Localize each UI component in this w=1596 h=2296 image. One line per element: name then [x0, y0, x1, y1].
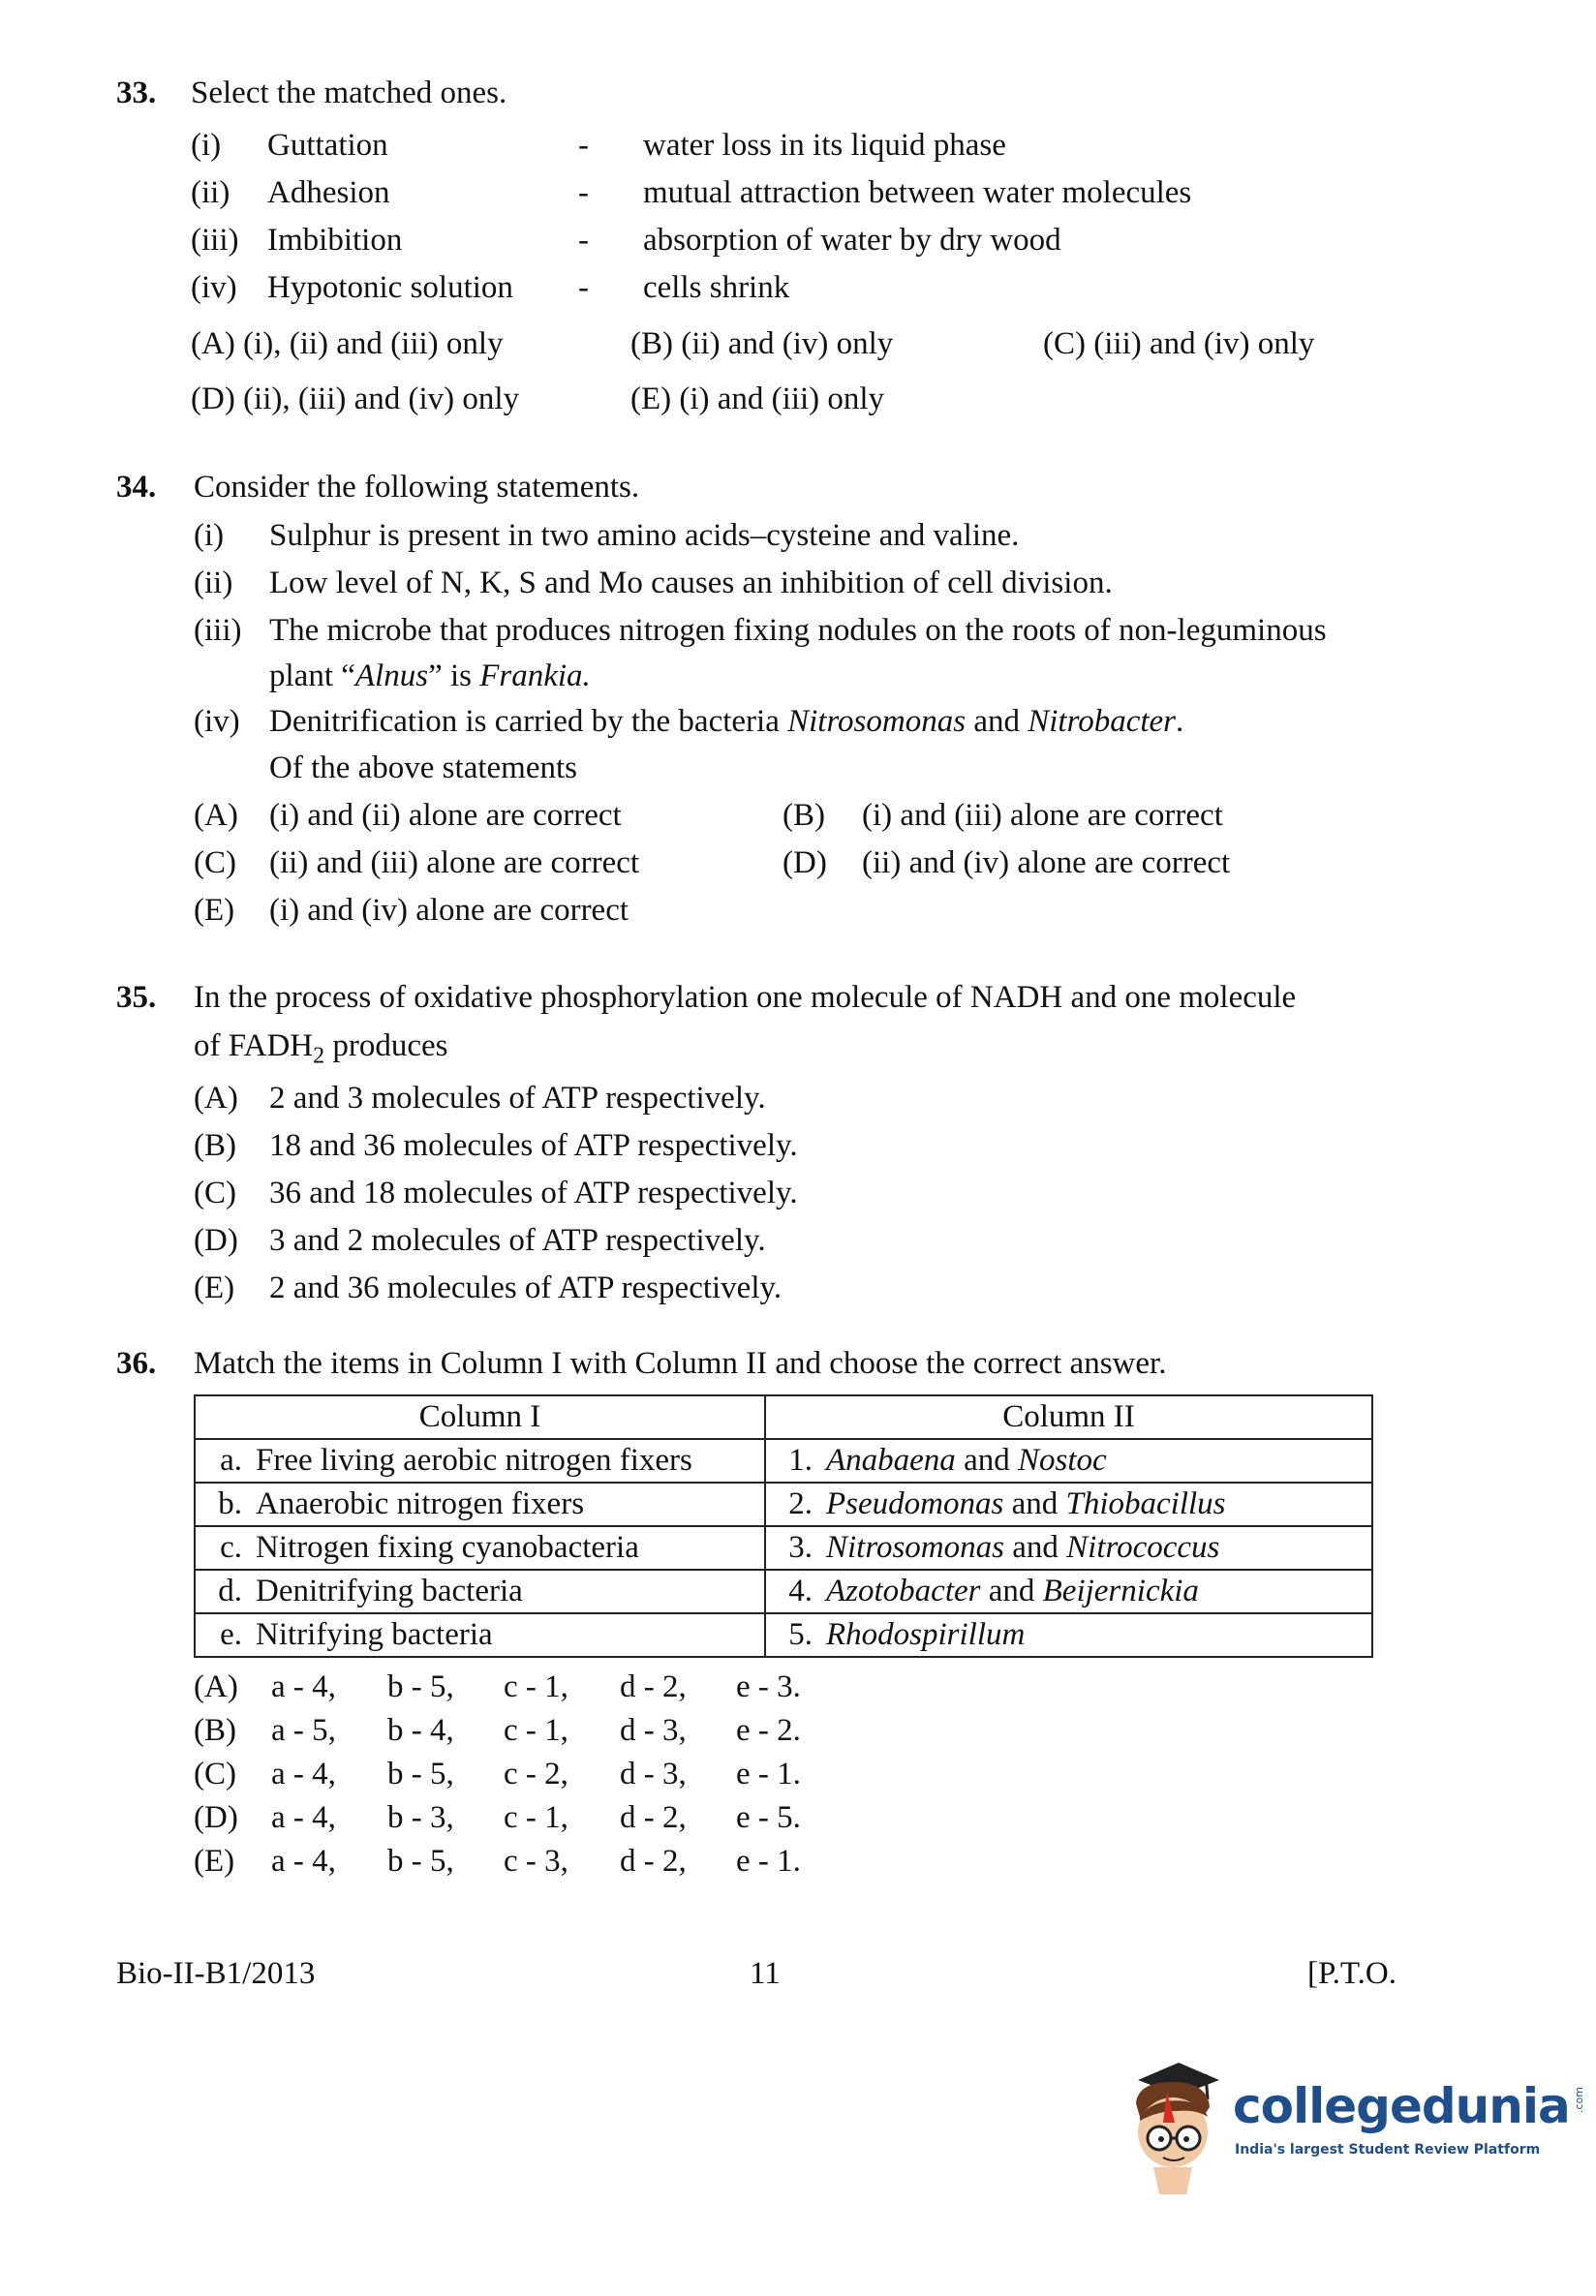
option-label: (B) — [194, 1128, 236, 1163]
option-label: (C) — [194, 1757, 236, 1791]
text-segment: . — [1176, 704, 1184, 739]
option-e-a: a - 4, — [271, 1844, 336, 1879]
option-a: (A) (i), (ii) and (iii) only — [191, 326, 504, 361]
column-2-cell — [765, 1439, 1372, 1483]
option-d: 3 and 2 molecules of ATP respectively. — [269, 1223, 766, 1258]
row-letter: e. — [220, 1617, 242, 1652]
option-a: 2 and 3 molecules of ATP respectively. — [269, 1081, 766, 1116]
option-e: (i) and (iv) alone are correct — [269, 893, 629, 928]
column-1-header: Column I — [195, 1395, 765, 1439]
column-2-cell — [765, 1570, 1372, 1613]
question-number: 36. — [116, 1346, 157, 1381]
genus-nitrosomonas: Nitrosomonas — [787, 704, 967, 739]
column-1-cell — [195, 1613, 765, 1657]
option-e-b: b - 5, — [387, 1844, 454, 1879]
column-2-header: Column II — [765, 1395, 1372, 1439]
item-description: mutual attraction between water molecules — [643, 175, 1192, 210]
genus: Anabaena — [826, 1443, 956, 1478]
table-row — [195, 1613, 1372, 1657]
option-c: (ii) and (iii) alone are correct — [269, 845, 640, 880]
text-segment: plant “ — [269, 658, 355, 693]
option-label: (E) — [194, 1844, 235, 1879]
option-e-e: e - 1. — [736, 1844, 801, 1879]
row-letter: d. — [218, 1574, 242, 1608]
genus-alnus: Alnus — [354, 658, 429, 693]
option-e-d: d - 2, — [620, 1844, 687, 1879]
question-number: 34. — [116, 470, 157, 505]
item-dash: - — [578, 223, 589, 258]
genus: Nitrococcus — [1066, 1530, 1220, 1565]
text-segment: of FADH — [194, 1028, 314, 1063]
table-row — [195, 1439, 1372, 1483]
question-stem-line2 — [194, 1028, 448, 1070]
logo-tagline: India's largest Student Review Platform — [1235, 2142, 1541, 2158]
item-dash: - — [578, 175, 589, 210]
item-description: water loss in its liquid phase — [643, 128, 1006, 163]
option-b-b: b - 4, — [387, 1713, 454, 1748]
option-b-d: d - 3, — [620, 1713, 687, 1748]
option-label: (D) — [194, 1800, 238, 1835]
option-a: (i) and (ii) alone are correct — [269, 798, 622, 833]
genus: Beijernickia — [1042, 1574, 1199, 1608]
option-label: (B) — [194, 1713, 236, 1748]
option-c: 36 and 18 molecules of ATP respectively. — [269, 1176, 798, 1210]
option-d-a: a - 4, — [271, 1800, 336, 1835]
statement-text: The microbe that produces nitrogen fixing nodules on the roots of non-leguminous — [269, 613, 1327, 648]
question-stem: In the process of oxidative phosphorylation one molecule of NADH and one molecule — [194, 980, 1297, 1015]
row-number: 3. — [788, 1530, 813, 1565]
of-the-above: Of the above statements — [269, 750, 577, 785]
item-number: (iv) — [191, 270, 237, 305]
text-segment: and — [966, 704, 1028, 739]
option-a-d: d - 2, — [620, 1669, 687, 1704]
text-segment: and — [980, 1574, 1043, 1608]
genus: Nostoc — [1017, 1443, 1107, 1478]
column-2-cell — [765, 1483, 1372, 1526]
item-dash: - — [578, 270, 589, 305]
item-term: Adhesion — [267, 175, 390, 210]
column-2-cell — [765, 1526, 1372, 1570]
item-term: Hypotonic solution — [267, 270, 513, 305]
column-1-cell — [195, 1526, 765, 1570]
option-c-c: c - 2, — [504, 1757, 568, 1791]
option-label: (A) — [194, 1669, 238, 1704]
item-description: absorption of water by dry wood — [643, 223, 1061, 258]
question-stem: Consider the following statements. — [194, 470, 640, 505]
option-d-c: c - 1, — [504, 1800, 568, 1835]
option-d: (ii) and (iv) alone are correct — [862, 845, 1231, 880]
option-d-label: (D) — [783, 845, 827, 880]
option-b-label: (B) — [783, 798, 825, 833]
option-b: (i) and (iii) alone are correct — [862, 798, 1223, 833]
option-c-e: e - 1. — [736, 1757, 801, 1791]
cell-text: Denitrifying bacteria — [256, 1574, 523, 1608]
row-letter: c. — [220, 1530, 242, 1565]
item-number: (ii) — [191, 175, 230, 210]
row-number: 5. — [788, 1617, 813, 1652]
column-2-cell — [765, 1613, 1372, 1657]
option-e-c: c - 3, — [504, 1844, 568, 1879]
statement-text-line2 — [269, 658, 591, 694]
statement-number: (i) — [194, 518, 225, 553]
statement-number: (iv) — [194, 704, 240, 739]
option-d-d: d - 2, — [620, 1800, 687, 1835]
option-e: 2 and 36 molecules of ATP respectively. — [269, 1270, 783, 1305]
row-letter: a. — [220, 1443, 242, 1478]
page-number: 11 — [750, 1956, 781, 1991]
option-label: (A) — [194, 1081, 238, 1116]
cell-text: Free living aerobic nitrogen fixers — [256, 1443, 692, 1478]
option-a-a: a - 4, — [271, 1669, 336, 1704]
statement-number: (ii) — [194, 566, 233, 600]
option-c-b: b - 5, — [387, 1757, 454, 1791]
item-term: Imbibition — [267, 223, 403, 258]
option-a-label: (A) — [194, 798, 238, 833]
pto-marker: [P.T.O. — [1307, 1956, 1396, 1991]
column-1-cell — [195, 1570, 765, 1613]
option-d-e: e - 5. — [736, 1800, 801, 1835]
row-letter: b. — [218, 1486, 242, 1521]
genus: Thiobacillus — [1065, 1486, 1226, 1521]
cell-text: Nitrifying bacteria — [256, 1617, 493, 1652]
option-a-c: c - 1, — [504, 1669, 568, 1704]
table-row — [195, 1483, 1372, 1526]
statement-text — [269, 704, 1183, 740]
logo-dotcom: .com — [1572, 2087, 1585, 2113]
option-b-a: a - 5, — [271, 1713, 336, 1748]
text-segment: and — [1003, 1486, 1066, 1521]
option-b-e: e - 2. — [736, 1713, 801, 1748]
item-number: (iii) — [191, 223, 239, 258]
option-b: (B) (ii) and (iv) only — [630, 326, 894, 361]
option-b-c: c - 1, — [504, 1713, 568, 1748]
cell-text: Nitrogen fixing cyanobacteria — [256, 1530, 639, 1565]
option-c-d: d - 3, — [620, 1757, 687, 1791]
option-a-b: b - 5, — [387, 1669, 454, 1704]
option-label: (C) — [194, 1176, 236, 1210]
text-segment: and — [1003, 1530, 1067, 1565]
text-segment: produces — [324, 1028, 448, 1063]
text-segment: and — [955, 1443, 1018, 1478]
collegedunia-logo — [1119, 2053, 1585, 2198]
statement-text: Low level of N, K, S and Mo causes an inhibition of cell division. — [269, 566, 1113, 600]
statement-number: (iii) — [194, 613, 242, 648]
genus: Pseudomonas — [826, 1486, 1004, 1521]
option-d: (D) (ii), (iii) and (iv) only — [191, 382, 520, 416]
option-e-label: (E) — [194, 893, 235, 928]
question-number: 33. — [116, 76, 157, 110]
option-b: 18 and 36 molecules of ATP respectively. — [269, 1128, 798, 1163]
genus-nitrobacter: Nitrobacter — [1028, 704, 1177, 739]
option-label: (D) — [194, 1223, 238, 1258]
row-number: 1. — [788, 1443, 813, 1478]
table-header-row — [195, 1395, 1372, 1439]
statement-text: Sulphur is present in two amino acids–cysteine and valine. — [269, 518, 1020, 553]
genus-frankia: Frankia. — [479, 658, 591, 693]
item-term: Guttation — [267, 128, 388, 163]
question-number: 35. — [116, 980, 157, 1015]
item-number: (i) — [191, 128, 222, 163]
option-d-b: b - 3, — [387, 1800, 454, 1835]
option-c: (C) (iii) and (iv) only — [1043, 326, 1315, 361]
question-stem: Select the matched ones. — [191, 76, 507, 110]
genus: Rhodospirillum — [826, 1617, 1026, 1652]
option-label: (E) — [194, 1270, 235, 1305]
row-number: 4. — [788, 1574, 813, 1608]
option-a-e: e - 3. — [736, 1669, 801, 1704]
logo-wordmark: collegedunia — [1233, 2078, 1570, 2134]
option-c-a: a - 4, — [271, 1757, 336, 1791]
table-row — [195, 1526, 1372, 1570]
option-c-label: (C) — [194, 845, 236, 880]
cell-text: Anaerobic nitrogen fixers — [256, 1486, 585, 1521]
student-mascot-icon — [1119, 2053, 1225, 2198]
subscript: 2 — [313, 1043, 325, 1069]
genus: Nitrosomonas — [826, 1530, 1004, 1565]
item-description: cells shrink — [643, 270, 790, 305]
column-1-cell — [195, 1483, 765, 1526]
item-dash: - — [578, 128, 589, 163]
genus: Azotobacter — [826, 1574, 981, 1608]
column-1-cell — [195, 1439, 765, 1483]
table-row — [195, 1570, 1372, 1613]
question-stem: Match the items in Column I with Column II and choose the correct answer. — [194, 1346, 1167, 1381]
text-segment: ” is — [428, 658, 480, 693]
match-table — [194, 1394, 1373, 1658]
option-e: (E) (i) and (iii) only — [630, 382, 885, 416]
row-number: 2. — [788, 1486, 813, 1521]
text-segment: Denitrification is carried by the bacteria — [269, 704, 788, 739]
paper-code: Bio-II-B1/2013 — [116, 1956, 316, 1991]
